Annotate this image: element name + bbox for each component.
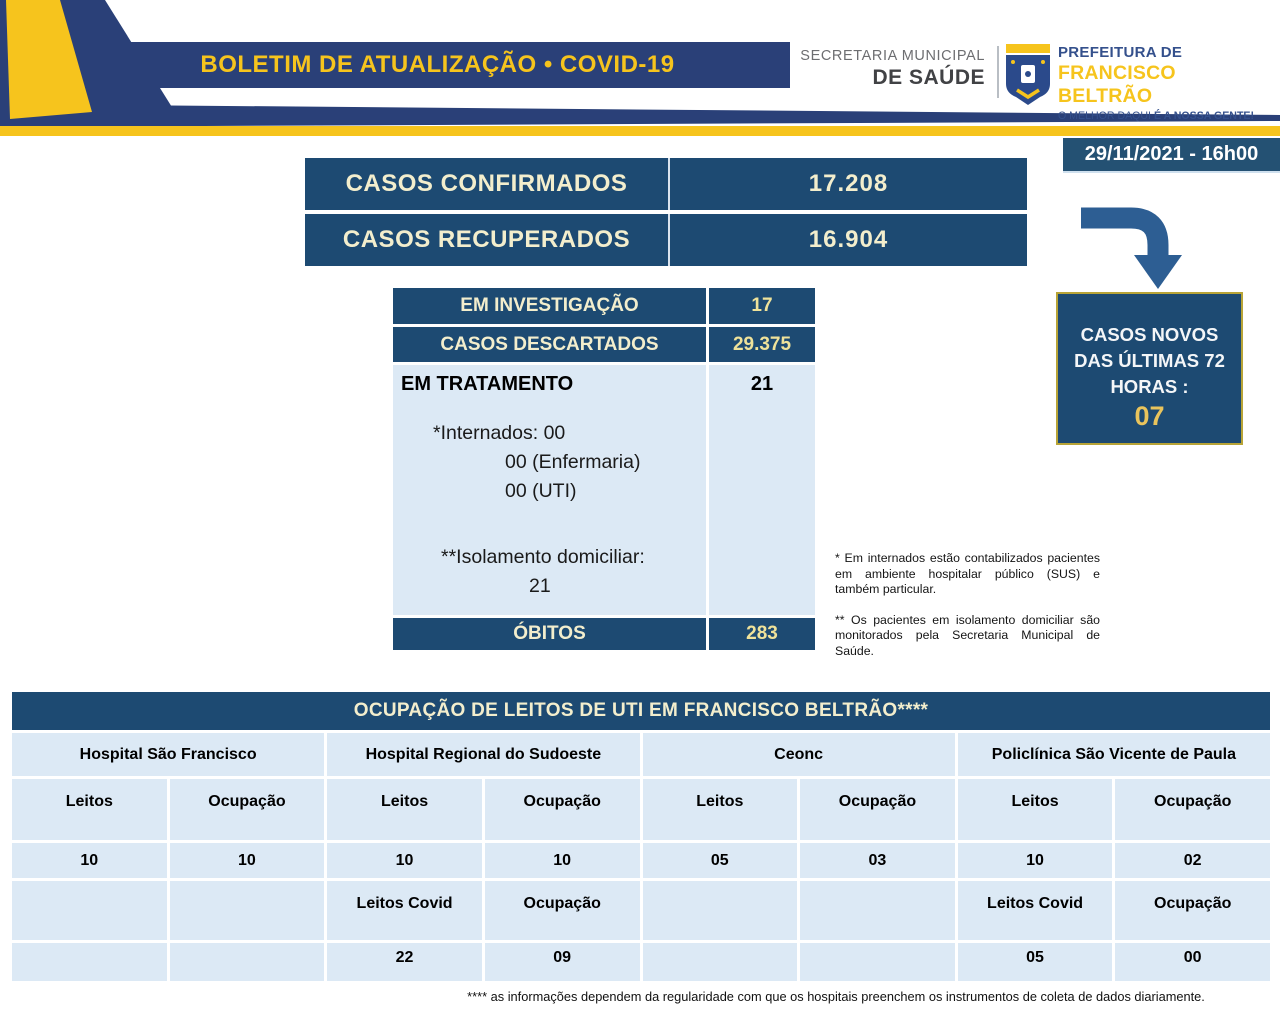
ocupacao-header-cell: Ocupação [1115,779,1270,840]
covid-leitos-value-cell: 22 [327,943,482,981]
investigation-value: 17 [751,295,773,316]
covid-ocupacao-header-cell: Ocupação [485,881,640,940]
deaths-value: 283 [746,623,778,644]
covid-ocupacao-value-cell: 00 [1115,943,1270,981]
empty-cell [800,943,955,981]
deaths-value-cell [709,618,815,650]
prefeitura-logo-text [1058,44,1268,122]
new-cases-box [1056,292,1243,445]
confirmed-cases-box [305,158,1027,210]
empty-cell [12,943,167,981]
header-bar [85,42,790,88]
prefeitura-line1: PREFEITURA DE [1058,44,1183,61]
new-cases-line2: DAS ÚLTIMAS 72 [1074,350,1225,371]
investigation-label-cell [393,288,706,324]
covid-leitos-header-cell: Leitos Covid [327,881,482,940]
treatment-enfermaria: 00 (Enfermaria) [505,451,641,473]
recovered-cases-box [305,214,1027,266]
ocupacao-value-cell: 10 [170,843,325,878]
leitos-header-cell: Leitos [12,779,167,840]
empty-cell [12,881,167,940]
city-crest-icon [1006,44,1050,106]
treatment-internados: *Internados: 00 [433,422,566,444]
deaths-label-cell [393,618,706,650]
hospital-name-cell: Policlínica São Vicente de Paula [958,733,1270,776]
logo-divider [997,46,999,98]
summary-boxes [305,158,1027,270]
covid-ocupacao-value-cell: 09 [485,943,640,981]
uti-table-title: OCUPAÇÃO DE LEITOS DE UTI EM FRANCISCO BELTRÃO**** [12,692,1270,730]
footnote-isolamento: ** Os pacientes em isolamento domiciliar são monitorados pela Secretaria Municipal de Saúde. [835,612,1100,658]
new-cases-value: 07 [1134,401,1165,431]
empty-cell [643,881,798,940]
uti-beds-table [12,692,1270,981]
investigation-value-cell [709,288,815,324]
leitos-value-cell: 10 [12,843,167,878]
confirmed-cases-label: CASOS CONFIRMADOS [305,158,670,210]
leitos-value-cell: 05 [643,843,798,878]
ocupacao-header-cell: Ocupação [170,779,325,840]
treatment-isolamento-label: **Isolamento domiciliar: [441,546,645,568]
recovered-cases-label: CASOS RECUPERADOS [305,214,670,266]
footnotes [835,551,1100,659]
status-table [393,288,815,650]
empty-cell [170,943,325,981]
covid-leitos-value-cell: 05 [958,943,1113,981]
ocupacao-header-cell: Ocupação [800,779,955,840]
ocupacao-value-cell: 02 [1115,843,1270,878]
recovered-cases-value: 16.904 [808,226,889,253]
leitos-value-cell: 10 [958,843,1113,878]
datetime-badge: 29/11/2021 - 16h00 [1063,138,1280,173]
discarded-label-cell [393,327,706,362]
leitos-header-cell: Leitos [327,779,482,840]
secretaria-line1: SECRETARIA MUNICIPAL [800,48,985,64]
hospital-name-cell: Hospital São Francisco [12,733,324,776]
leitos-value-cell: 10 [327,843,482,878]
secretaria-logo-text [790,48,985,90]
discarded-value-cell [709,327,815,362]
secretaria-line2: DE SAÚDE [872,66,985,89]
empty-cell [643,943,798,981]
table-disclaimer: **** as informações dependem da regularidade com que os hospitais preenchem os instrumentos de coleta de dados diariamente. [467,989,1205,1004]
hospital-name-cell: Ceonc [643,733,955,776]
hospital-name-cell: Hospital Regional do Sudoeste [327,733,639,776]
investigation-label: EM INVESTIGAÇÃO [460,295,639,316]
new-cases-line1: CASOS NOVOS [1080,324,1219,345]
down-arrow-icon [1073,205,1188,293]
ocupacao-header-cell: Ocupação [485,779,640,840]
treatment-uti: 00 (UTI) [505,480,577,502]
empty-cell [800,881,955,940]
prefeitura-slogan-prefix: O MELHOR DAQUI [1058,110,1154,122]
new-cases-line3: HORAS : [1110,376,1189,397]
page-title: BOLETIM DE ATUALIZAÇÃO • COVID-19 [200,51,675,78]
prefeitura-slogan-bold: É A NOSSA GENTE! [1153,110,1255,122]
ocupacao-value-cell: 10 [485,843,640,878]
covid-ocupacao-header-cell: Ocupação [1115,881,1270,940]
treatment-label: EM TRATAMENTO [401,373,574,395]
treatment-value: 21 [750,373,774,395]
treatment-detail-cell [393,365,706,615]
leitos-header-cell: Leitos [643,779,798,840]
covid-leitos-header-cell: Leitos Covid [958,881,1113,940]
discarded-label: CASOS DESCARTADOS [440,333,659,355]
ocupacao-value-cell: 03 [800,843,955,878]
confirmed-cases-value: 17.208 [808,170,889,197]
treatment-isolamento-value: 21 [529,575,551,597]
empty-cell [170,881,325,940]
footnote-internados: * Em internados estão contabilizados pacientes em ambiente hospitalar público (SUS) e também particular. [835,551,1100,596]
leitos-header-cell: Leitos [958,779,1113,840]
prefeitura-line2: FRANCISCO BELTRÃO [1058,62,1176,107]
treatment-value-cell [709,365,815,615]
prefeitura-slogan [1058,110,1268,122]
deaths-label: ÓBITOS [513,623,586,644]
discarded-value: 29.375 [732,333,792,355]
